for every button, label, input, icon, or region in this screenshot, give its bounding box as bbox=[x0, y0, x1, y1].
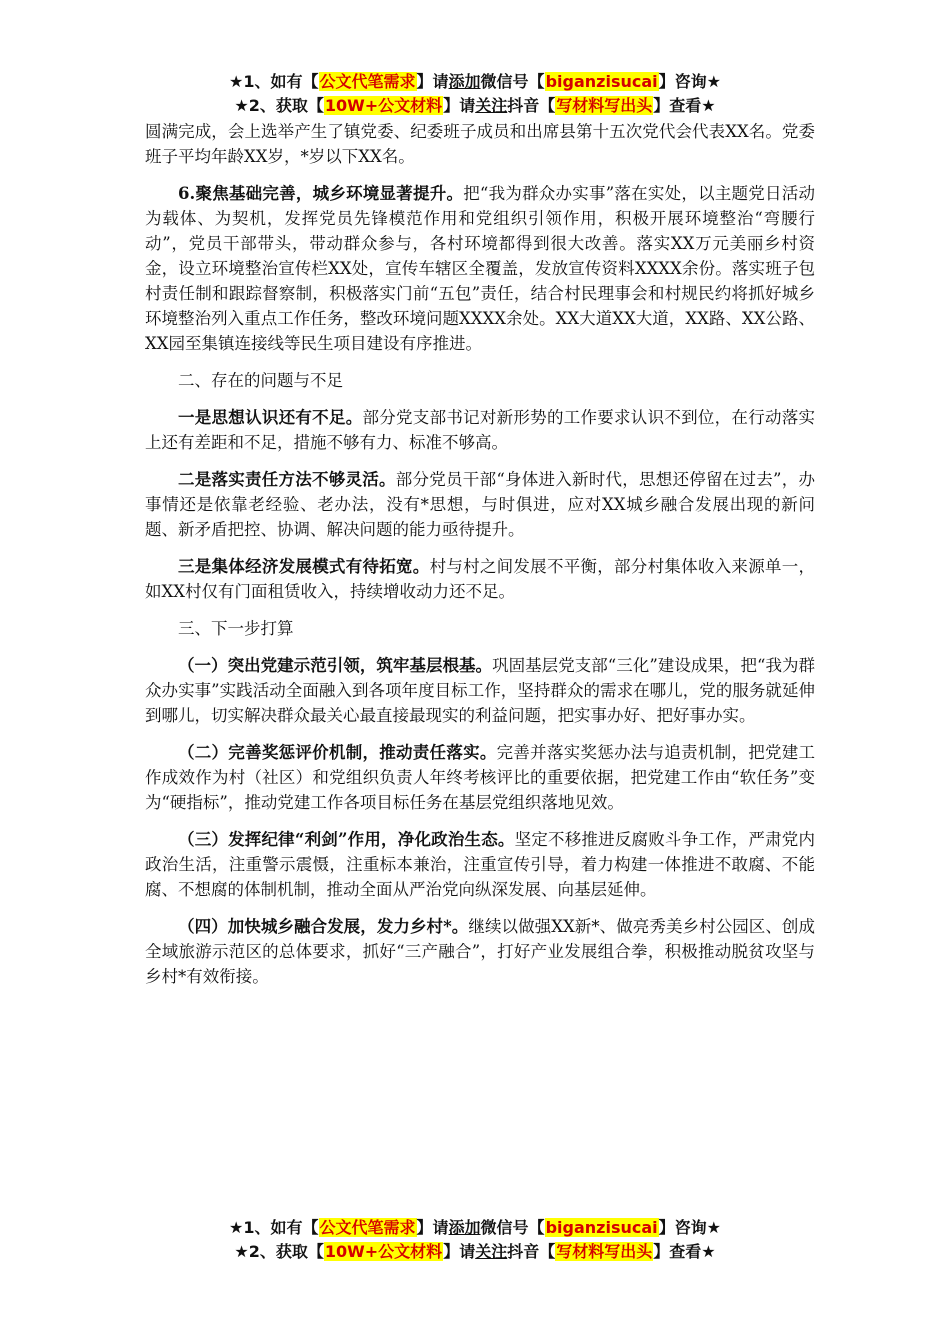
banner-text: 】咨询★ bbox=[658, 1218, 721, 1237]
banner-highlight: biganzisucai bbox=[545, 1218, 658, 1237]
banner-underline: 添加 bbox=[448, 72, 481, 91]
paragraph bbox=[145, 119, 815, 169]
document-body bbox=[145, 119, 815, 1001]
paragraph bbox=[145, 653, 815, 728]
section-heading: 三、下一步打算 bbox=[178, 619, 294, 638]
paragraph bbox=[145, 181, 815, 356]
banner-text: ★2、获取【 bbox=[234, 1242, 324, 1261]
paragraph-lead: 二是落实责任方法不够灵活。 bbox=[178, 470, 396, 489]
banner-line-2 bbox=[0, 1240, 950, 1264]
banner-text: 】查看★ bbox=[653, 96, 716, 115]
banner-text: 】请 bbox=[416, 72, 449, 91]
paragraph-lead: （三）发挥纪律“利剑”作用，净化政治生态。 bbox=[178, 830, 515, 849]
banner-text: ★2、获取【 bbox=[234, 96, 324, 115]
paragraph bbox=[145, 554, 815, 604]
paragraph-lead: 一是思想认识还有不足。 bbox=[178, 408, 363, 427]
banner-underline: 关注 bbox=[475, 1242, 508, 1261]
paragraph-text: 部分党支部书记对新形势的工作要求认识不到位，在行动落实上还有差距和不足，措施不够有力、标准不够高。 bbox=[145, 408, 816, 452]
banner-line-2 bbox=[0, 94, 950, 118]
banner-highlight: 公文代笔需求 bbox=[319, 72, 416, 91]
banner-underline: 关注 bbox=[475, 96, 508, 115]
paragraph bbox=[145, 405, 815, 455]
banner-text: 微信号【 bbox=[480, 1218, 545, 1237]
paragraph-lead: （二）完善奖惩评价机制，推动责任落实。 bbox=[178, 743, 497, 762]
paragraph-text: 坚定不移推进反腐败斗争工作，严肃党内政治生活，注重警示震慑，注重标本兼治，注重宣传引导，着力构建一体推进不敢腐、不能腐、不想腐的体制机制，推动全面从严治党向纵深发展、向基层延伸。 bbox=[145, 830, 816, 899]
banner-text: ★1、如有【 bbox=[229, 1218, 319, 1237]
banner-highlight: 写材料写出头 bbox=[556, 1242, 653, 1261]
banner-line-1 bbox=[0, 1216, 950, 1240]
header-banner bbox=[0, 70, 950, 118]
banner-highlight: 写材料写出头 bbox=[556, 96, 653, 115]
banner-text: 】咨询★ bbox=[658, 72, 721, 91]
paragraph bbox=[145, 740, 815, 815]
paragraph-text: 巩固基层党支部“三化”建设成果，把“我为群众办实事”实践活动全面融入到各项年度目标工作，坚持群众的需求在哪儿，党的服务就延伸到哪儿，切实解决群众最关心最直接最现实的利益问题，把实事办好、把好事办实。 bbox=[145, 656, 816, 725]
paragraph-lead: （一）突出党建示范引领，筑牢基层根基。 bbox=[178, 656, 493, 675]
banner-text: 】请 bbox=[443, 1242, 476, 1261]
banner-text: 抖音【 bbox=[507, 1242, 556, 1261]
paragraph-text: 圆满完成，会上选举产生了镇党委、纪委班子成员和出席县第十五次党代会代表XX名。党委班子平均年龄XX岁，*岁以下XX名。 bbox=[145, 122, 815, 166]
paragraph bbox=[145, 914, 815, 989]
banner-text: 】请 bbox=[443, 96, 476, 115]
paragraph-text: 把“我为群众办实事”落在实处，以主题党日活动为载体、为契机，发挥党员先锋模范作用和党组织引领作用，积极开展环境整治“弯腰行动”，党员干部带头，带动群众参与，各村环境都得到很大改善。落实XX万元美丽乡村资金，设立环境整治宣传栏XX处，宣传车辖区全覆盖，发放宣传资料XXXX余份。落实班子包村责任制和跟踪督察制，积极落实门前“五包”责任，结合村民理事会和村规民约将抓好城乡环境整治列入重点工作任务，整改环境问题XXXX余处。XX大道XX大道，XX路、XX公路、XX园至集镇连接线等民生项目建设有序推进。 bbox=[145, 184, 815, 353]
banner-highlight: 10W+公文材料 bbox=[324, 1242, 443, 1261]
paragraph-text: 村与村之间发展不平衡，部分村集体收入来源单一，如XX村仅有门面租赁收入，持续增收动力还不足。 bbox=[145, 557, 816, 601]
footer-banner bbox=[0, 1216, 950, 1264]
paragraph-text: 继续以做强XX新*、做亮秀美乡村公园区、创成全域旅游示范区的总体要求，抓好“三产融合”，打好产业发展组合拳，积极推动脱贫攻坚与乡村*有效衔接。 bbox=[145, 917, 815, 986]
banner-text: 微信号【 bbox=[480, 72, 545, 91]
banner-highlight: biganzisucai bbox=[545, 72, 658, 91]
paragraph-lead: 三是集体经济发展模式有待拓宽。 bbox=[178, 557, 430, 576]
banner-highlight: 10W+公文材料 bbox=[324, 96, 443, 115]
paragraph-lead: （四）加快城乡融合发展，发力乡村*。 bbox=[178, 917, 469, 936]
banner-text: 】查看★ bbox=[653, 1242, 716, 1261]
banner-text: 】请 bbox=[416, 1218, 449, 1237]
banner-highlight: 公文代笔需求 bbox=[319, 1218, 416, 1237]
banner-text: 抖音【 bbox=[507, 96, 556, 115]
paragraph-lead: 6.聚焦基础完善，城乡环境显著提升。 bbox=[178, 184, 464, 203]
paragraph bbox=[145, 827, 815, 902]
banner-underline: 添加 bbox=[448, 1218, 481, 1237]
paragraph-text: 完善并落实奖惩办法与追责机制，把党建工作成效作为村（社区）和党组织负责人年终考核评比的重要依据，把党建工作由“软任务”变为“硬指标”，推动党建工作各项目标任务在基层党组织落地见效。 bbox=[145, 743, 816, 812]
banner-text: ★1、如有【 bbox=[229, 72, 319, 91]
paragraph-text: 部分党员干部“身体进入新时代，思想还停留在过去”，办事情还是依靠老经验、老办法，没有*思想，与时俱进，应对XX城乡融合发展出现的新问题、新矛盾把控、协调、解决问题的能力亟待提升。 bbox=[145, 470, 815, 539]
banner-line-1 bbox=[0, 70, 950, 94]
section-heading: 二、存在的问题与不足 bbox=[178, 371, 343, 390]
paragraph bbox=[145, 467, 815, 542]
